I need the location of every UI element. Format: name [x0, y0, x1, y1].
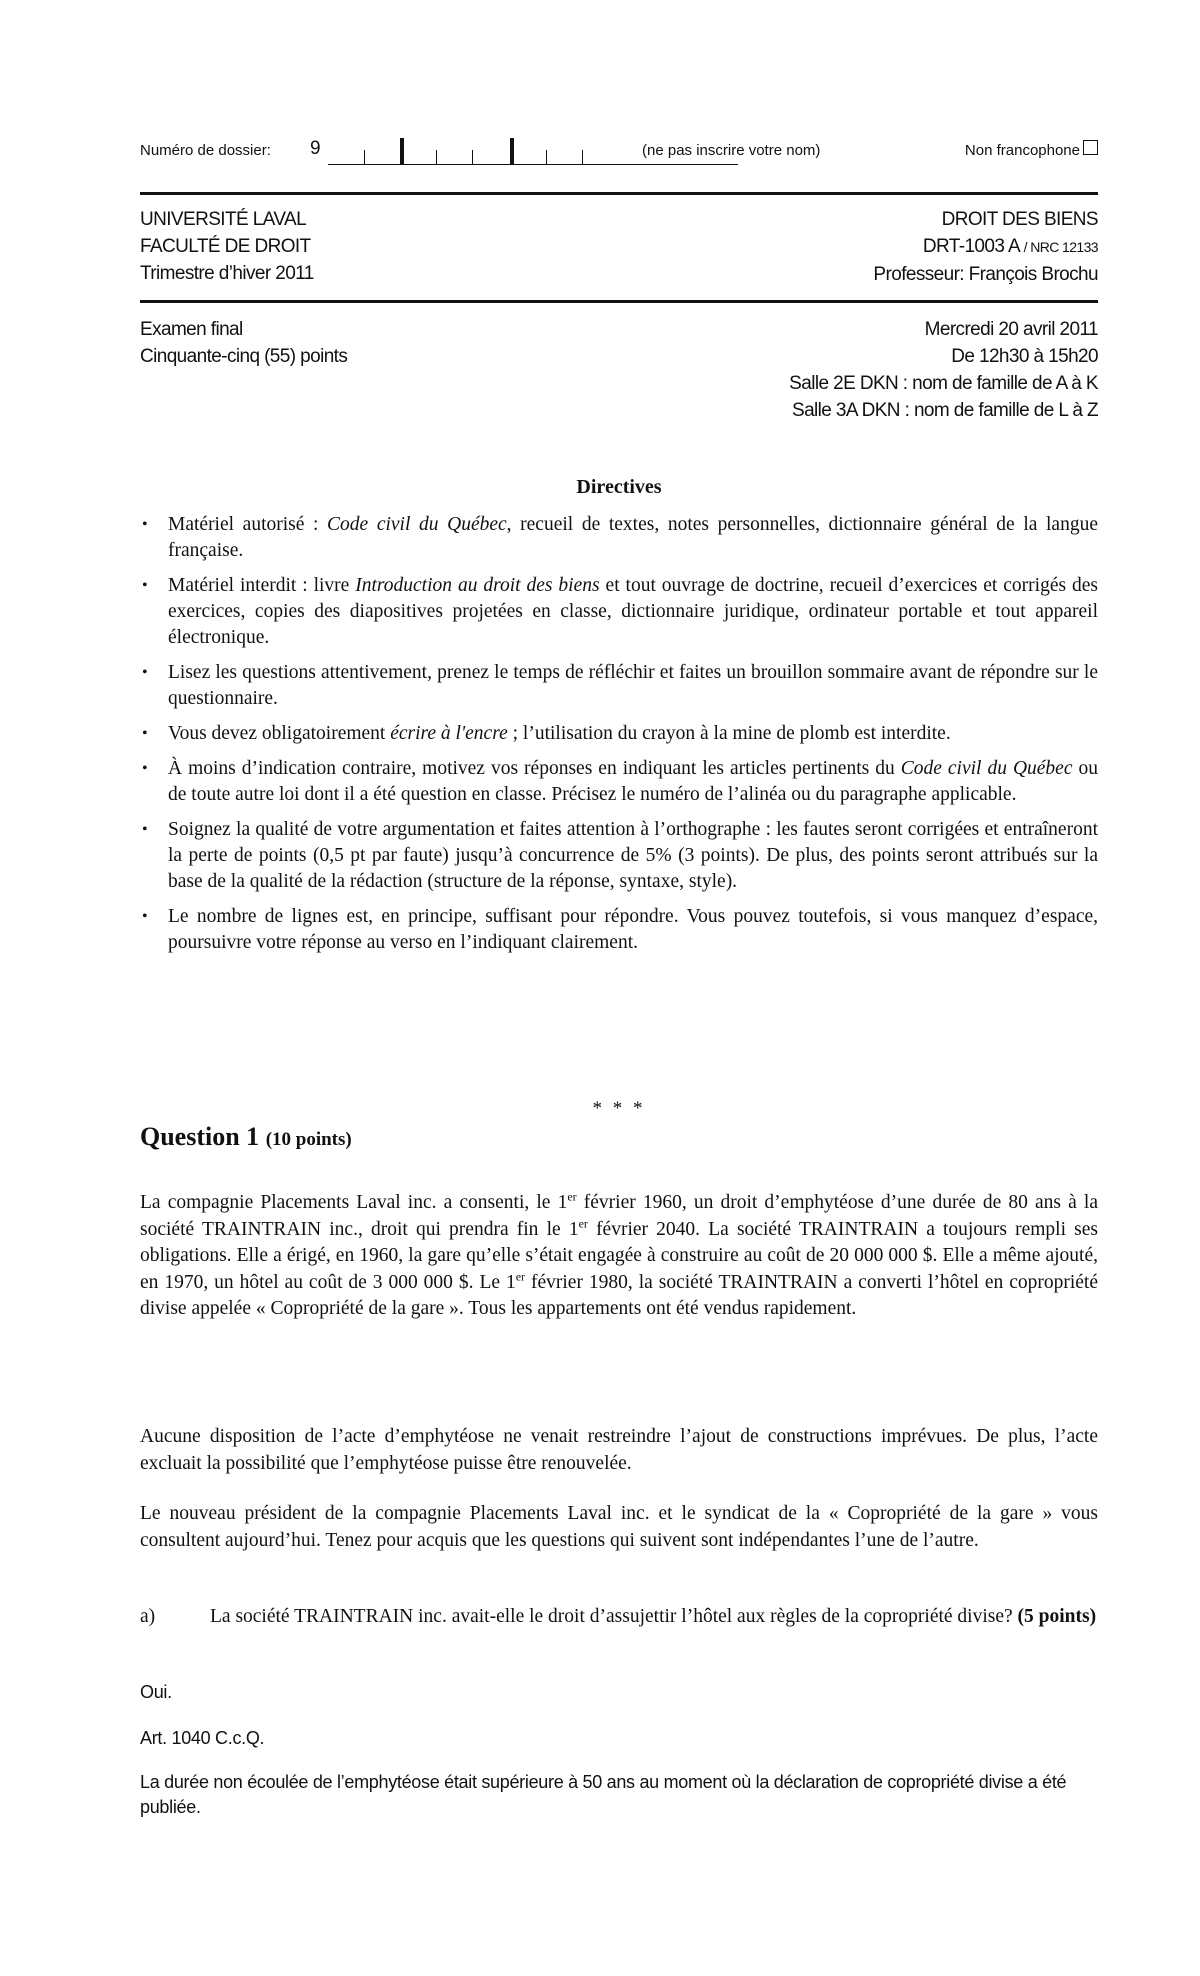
directive-item: • À moins d’indication contraire, motivez vos réponses en indiquant les articles pertinents du Code civil du Québec ou de toute autre loi dont il a été question en classe. Précisez le numéro de l’alinéa ou du paragraphe applicable. [142, 758, 1099, 805]
bullet-icon: • [142, 821, 148, 838]
directive-item: • Soignez la qualité de votre argumentation et faites attention à l’orthographe : les fautes seront corrigées et entraîneront la perte de points (0,5 pt par faute) jusqu’à concurrence de 5% (3 points). De plus, des points seront attribués sur la base de la qualité de la rédaction (structure de la réponse, syntaxe, style). [142, 819, 1098, 892]
exam-type: Examen final [140, 319, 243, 340]
digit-divider [364, 150, 365, 164]
question-points: (10 points) [265, 1129, 352, 1150]
directives-list [140, 512, 1098, 965]
question-label: Question 1 [140, 1122, 260, 1151]
question-title [140, 1122, 352, 1152]
header-rule-bottom [140, 300, 1098, 303]
sub-question-points: (5 points) [1017, 1606, 1097, 1627]
header-rule-top [140, 192, 1098, 195]
exam-room-1: Salle 2E DKN : nom de famille de A à K [789, 373, 1098, 394]
exam-room-2: Salle 3A DKN : nom de famille de L à Z [792, 400, 1098, 421]
course-nrc: / NRC 12133 [1023, 239, 1098, 255]
sub-question-text: La société TRAINTRAIN inc. avait-elle le droit d’assujettir l’hôtel aux règles de la copropriété divise? (5 points) [210, 1606, 1097, 1627]
exam-points: Cinquante-cinq (55) points [140, 346, 348, 367]
course-block [873, 206, 1098, 288]
question-paragraph-2: Aucune disposition de l’acte d’emphytéose ne venait restreindre l’ajout de constructions imprévues. De plus, l’acte excluait la possibilité que l’emphytéose puisse être renouvelée. [140, 1426, 1098, 1474]
digit-divider [510, 138, 514, 164]
bullet-icon: • [142, 760, 148, 777]
sub-question-label: a) [140, 1606, 156, 1627]
exam-schedule-block [789, 316, 1098, 424]
directive-item: • Matériel interdit : livre Introduction au droit des biens et tout ouvrage de doctrine, recueil d’exercices et corrigés des exercices, copies des diapositives projetées en classe, dictionnaire juridique, ordinateur portable et tout appareil électronique. [142, 575, 1098, 648]
bullet-icon: • [142, 725, 148, 742]
dossier-line [140, 136, 1098, 166]
non-francophone-checkbox[interactable] [1083, 140, 1098, 155]
exam-info-block [140, 316, 347, 370]
university-name: UNIVERSITÉ LAVAL [140, 209, 307, 230]
bullet-icon: • [142, 908, 148, 925]
directive-item: • Matériel autorisé : Code civil du Québec, recueil de textes, notes personnelles, dictionnaire général de la langue française. [142, 514, 1098, 561]
digit-divider [472, 150, 473, 164]
answer-line-3: La durée non écoulée de l’emphytéose était supérieure à 50 ans au moment où la déclaration de copropriété divise a été publiée. [140, 1772, 1067, 1817]
question-paragraph-3: Le nouveau président de la compagnie Placements Laval inc. et le syndicat de la « Copropriété de la gare » vous consultent aujourd’hui. Tenez pour acquis que les questions qui suivent sont indépendantes l’une de l’autre. [140, 1503, 1098, 1551]
course-name: DROIT DES BIENS [941, 209, 1098, 230]
answer-line-2: Art. 1040 C.c.Q. [140, 1728, 265, 1748]
bullet-icon: • [142, 516, 148, 533]
digit-divider [400, 138, 404, 164]
term: Trimestre d’hiver 2011 [140, 263, 314, 284]
no-name-note: (ne pas inscrire votre nom) [642, 142, 821, 159]
digit-divider [582, 150, 583, 164]
directive-item: • Vous devez obligatoirement écrire à l'encre ; l’utilisation du crayon à la mine de plomb est interdite. [140, 721, 1098, 747]
faculty-name: FACULTÉ DE DROIT [140, 236, 311, 257]
digit-divider [436, 150, 437, 164]
dossier-label: Numéro de dossier: [140, 142, 271, 159]
exam-time: De 12h30 à 15h20 [951, 346, 1098, 367]
dossier-number: 9 [310, 138, 321, 159]
course-code: DRT-1003 A [922, 236, 1019, 257]
bullet-icon: • [142, 577, 148, 594]
sub-question-a [140, 1604, 1098, 1631]
course-code-line [873, 233, 1098, 261]
directives-title: Directives [576, 476, 662, 498]
professor: Professeur: François Brochu [873, 264, 1098, 285]
digit-divider [546, 150, 547, 164]
non-francophone-label: Non francophone [964, 142, 1080, 159]
bullet-icon: • [142, 664, 148, 681]
exam-date: Mercredi 20 avril 2011 [924, 319, 1098, 340]
institution-block [140, 206, 314, 287]
directive-item: • Le nombre de lignes est, en principe, suffisant pour répondre. Vous pouvez toutefois, si vous manquez d’espace, poursuivre votre réponse au verso en l’indiquant clairement. [142, 906, 1098, 953]
directive-item: • Lisez les questions attentivement, prenez le temps de réfléchir et faites un brouillon sommaire avant de répondre sur le questionnaire. [142, 662, 1098, 709]
section-separator: * * * [592, 1098, 646, 1119]
answer-line-1: Oui. [140, 1682, 172, 1702]
question-paragraph-1: La compagnie Placements Laval inc. a consenti, le 1er février 1960, un droit d’emphytéose d’une durée de 80 ans à la société TRAINTRAIN inc., droit qui prendra fin le 1er février 2040. La société TRAINTRAIN a toujours rempli ses obligations. Elle a érigé, en 1960, la gare qu’elle s’était engagée à construire au coût de 20 000 000 $. Elle a même ajouté, en 1970, un hôtel au coût de 3 000 000 $. Le 1er février 1980, la société TRAINTRAIN a converti l’hôtel en copropriété divise appelée « Copropriété de la gare ». Tous les appartements ont été vendus rapidement. [140, 1189, 1098, 1319]
